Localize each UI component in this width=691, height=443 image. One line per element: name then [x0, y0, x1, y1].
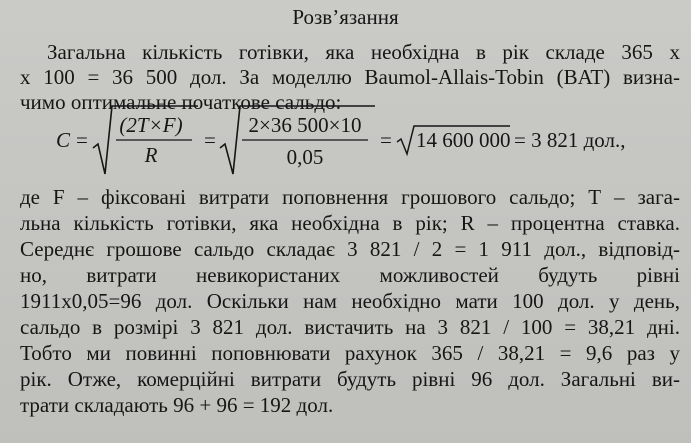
- body-line-2: льна кількість готівки, яка необхідна в рік; R – процентна ставка.: [20, 211, 680, 235]
- formula-lhs: C: [56, 128, 71, 152]
- body-line-1: де F – фіксовані витрати поповнення грошового сальдо; Т – зага-: [20, 185, 680, 209]
- formula-result: = 3 821 дол.,: [514, 128, 626, 152]
- body-line-6: сальдо в розмірі 3 821 дол. вистачить на 3 821 / 100 = 38,21 дні.: [20, 315, 680, 339]
- body-line-5: 1911х0,05=96 дол. Оскільки нам необхідно мати 100 дол. у день,: [20, 289, 680, 313]
- intro-line-1: Загальна кількість готівки, яка необхідна в рік складе 365 х: [47, 40, 680, 64]
- body-line-4: но, витрати невикористаних можливостей будуть рівні: [20, 263, 680, 287]
- sqrt-3-value: 14 600 000: [416, 128, 511, 152]
- bat-formula: [0, 104, 691, 180]
- body-line-8: рік. Отже, комерційні витрати будуть рівні 96 дол. Загальні ви-: [20, 367, 680, 391]
- formula-eq2: =: [204, 128, 216, 152]
- intro-line-3: чимо оптимальне початкове сальдо:: [20, 90, 342, 114]
- body-line-7: Тобто ми повинні поповнювати рахунок 365 / 38,21 = 9,6 раз у: [20, 341, 680, 365]
- fraction-1-numerator: (2T×F): [119, 113, 183, 137]
- formula-eq1: =: [76, 128, 88, 152]
- intro-line-2: х 100 = 36 500 дол. За моделлю Baumol-Allais-Tobin (BAT) визна-: [20, 65, 680, 89]
- formula-eq3: =: [380, 128, 392, 152]
- body-line-3: Середнє грошове сальдо складає 3 821 / 2 = 1 911 дол., відповід-: [20, 237, 680, 261]
- section-title: Розв’язання: [292, 5, 399, 29]
- fraction-2-denominator: 0,05: [286, 145, 324, 169]
- fraction-1-denominator: R: [144, 143, 158, 167]
- body-line-9: трати складають 96 + 96 = 192 дол.: [20, 393, 334, 417]
- fraction-2-numerator: 2×36 500×10: [248, 113, 362, 137]
